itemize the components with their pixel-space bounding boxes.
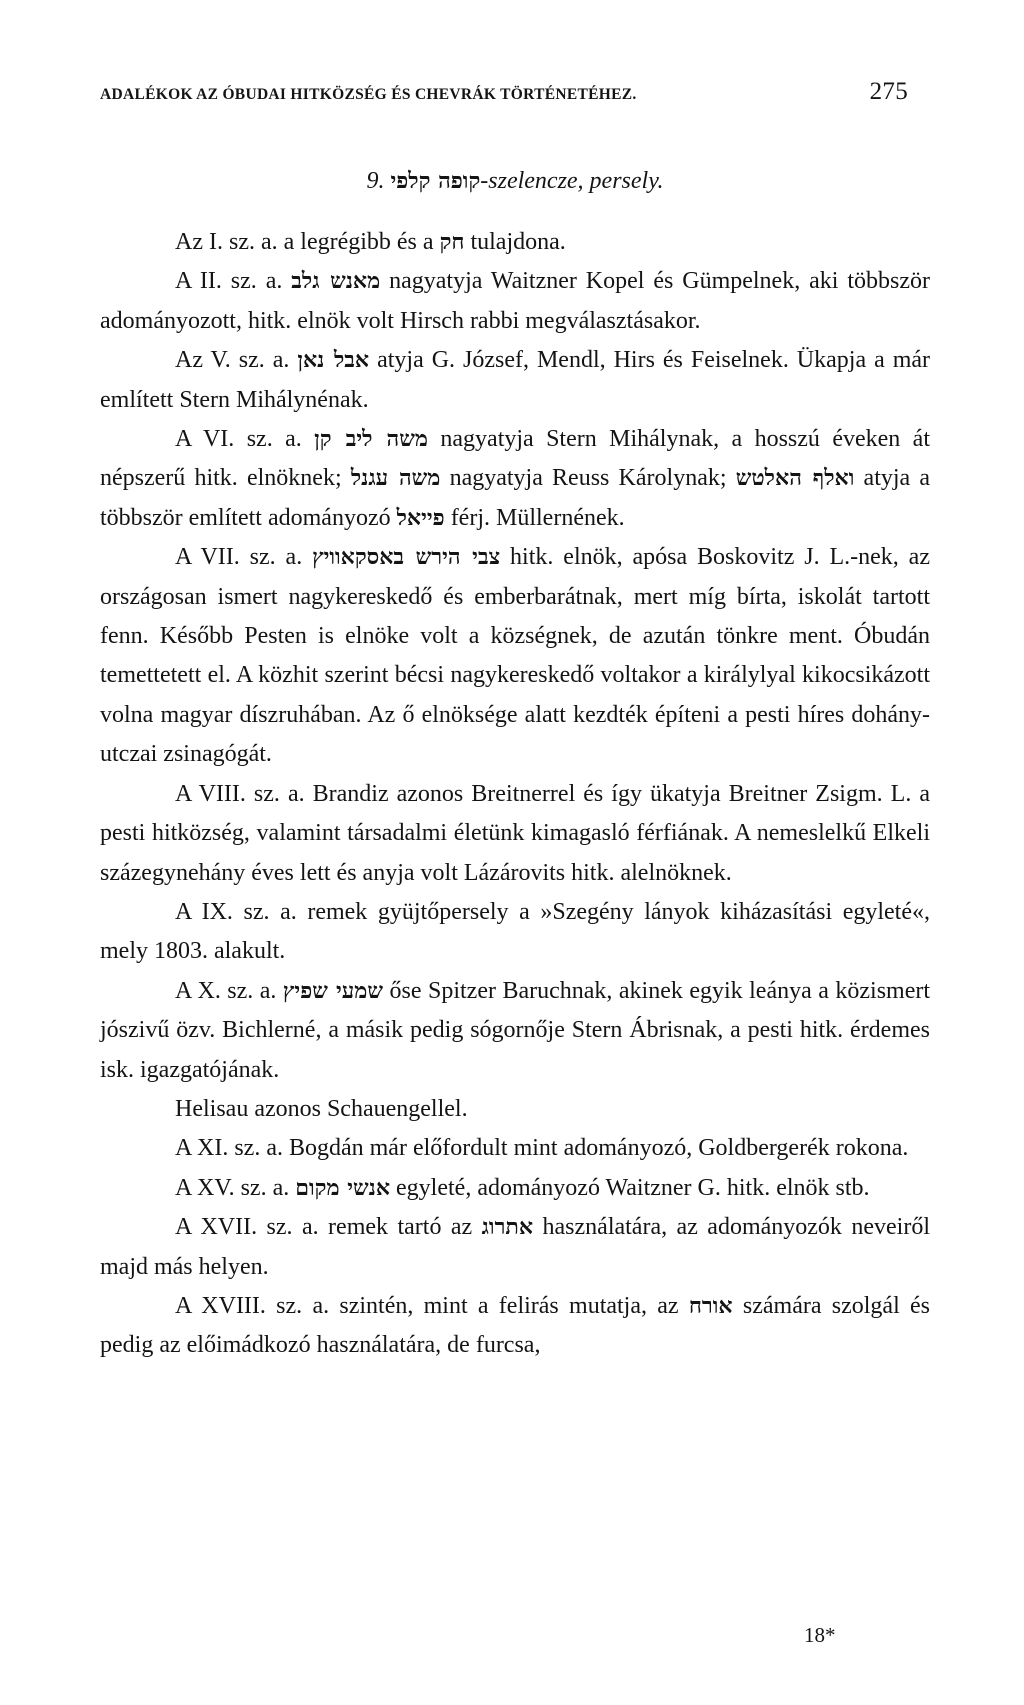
page-number: 275 — [869, 78, 908, 105]
running-title: ADALÉKOK AZ ÓBUDAI HITKÖZSÉG ÉS CHEVRÁK TÖRTÉNETÉHEZ. — [100, 86, 637, 103]
paragraph — [100, 972, 930, 1090]
section-title — [100, 168, 930, 195]
paragraph — [100, 1090, 930, 1129]
paragraph — [100, 341, 930, 420]
hebrew-name: משה ליב קן — [314, 426, 428, 453]
section-hebrew: קופה קלפי — [390, 168, 481, 194]
hebrew-name: מאנש גלב — [291, 268, 381, 295]
paragraph-text: hitk. elnök, apósa Boskovitz J. L.-nek, az országosan ismert nagykereskedő és emberbarátnak, mert míg bírta, iskolát tartott fenn. Később Pesten is elnöke volt a községnek, de azután tönkre ment. Óbudán temettetett el. A közhit szerint bécsi nagykereskedő voltakor a királylyal kikocsikázott volna magyar díszruhában. Az ő elnöksége alatt kezdték építeni a pesti híres dohány-utczai zsinagógát. — [100, 544, 930, 768]
paragraph-text: atyja a többször említett adományozó — [100, 465, 931, 531]
paragraph-text: A XV. sz. a. — [175, 1174, 296, 1201]
paragraph-text: őse Spitzer Baruchnak, akinek egyik leánya a közismert jószivű özv. Bichlerné, a másik pedig sógornője Stern Ábrisnak, a pesti hitk. érdemes isk. igazgatójának. — [100, 977, 931, 1083]
paragraph — [100, 538, 930, 774]
paragraph-text: férj. Müllernének. — [444, 504, 625, 531]
paragraph-text: Helisau azonos Schauengellel. — [175, 1095, 468, 1122]
section-title-text: -szelencze, persely. — [480, 168, 664, 194]
hebrew-name: אתרוג — [481, 1214, 534, 1241]
hebrew-name: אנשי מקום — [295, 1174, 391, 1201]
paragraph-text: A VIII. sz. a. Brandiz azonos Breitnerrel és így ükatyja Breitner Zsigm. L. a pesti hitközség, valamint társadalmi életünk kimagasló férfiának. A nemeslelkű Elkeli százegynehány éves lett és anyja volt Lázárovits hitk. alelnöknek. — [100, 780, 930, 886]
paragraph — [100, 893, 930, 972]
paragraph-text: A IX. sz. a. remek gyüjtőpersely a »Szegény lányok kiházasítási egyleté«, mely 1803. alakult. — [100, 898, 930, 965]
paragraph-text: A VII. sz. a. — [175, 544, 313, 571]
paragraph-text: A X. sz. a. — [175, 977, 283, 1004]
hebrew-name: צבי הירש באסקאוויץ — [312, 544, 501, 571]
paragraph — [100, 1208, 930, 1287]
paragraph-text: nagyatyja Reuss Károlynak; — [440, 465, 736, 492]
hebrew-name: שמעי שפיץ — [282, 977, 384, 1004]
paragraph — [100, 1129, 930, 1168]
body-text — [100, 223, 930, 1366]
paragraph-text: nagyatyja Stern Mihálynak, a hosszú éveken át népszerű hitk. elnöknek; — [100, 426, 931, 492]
signature-mark: 18* — [804, 1623, 836, 1647]
running-head — [100, 78, 930, 106]
paragraph-text: A XVII. sz. a. remek tartó az — [175, 1214, 482, 1241]
paragraph-text: tulajdona. — [464, 229, 566, 255]
paragraph-text: A II. sz. a. — [175, 268, 292, 295]
paragraph — [100, 1169, 930, 1208]
hebrew-name: פייאל — [396, 504, 445, 531]
paragraph — [100, 1287, 930, 1366]
hebrew-name: משה עגנל — [350, 465, 441, 492]
paragraph-text: használatára, az adományozók neveiről majd más helyen. — [100, 1214, 930, 1280]
paragraph-text: A XVIII. sz. a. szintén, mint a felirás mutatja, az — [175, 1292, 689, 1319]
section-number: 9. — [366, 168, 385, 194]
paragraph — [100, 775, 930, 893]
paragraph-text: A VI. sz. a. — [175, 426, 315, 453]
paragraph-text: A XI. sz. a. Bogdán már előfordult mint adományozó, Goldbergerék rokona. — [175, 1135, 909, 1162]
hebrew-name: אורח — [688, 1292, 733, 1319]
paragraph-text: atyja G. József, Mendl, Hirs és Feiselnek. Ükapja a már említett Stern Mihálynénak. — [100, 347, 931, 413]
paragraph-text: nagyatyja Waitzner Kopel és Gümpelnek, aki többször adományozott, hitk. elnök volt Hirsch rabbi megválasztásakor. — [100, 268, 930, 334]
paragraph — [100, 262, 930, 341]
paragraph — [100, 420, 930, 538]
paragraph-text: számára szolgál és pedig az előimádkozó használatára, de furcsa, — [100, 1292, 930, 1359]
paragraph-text: Az I. sz. a. a legrégibb és a — [175, 229, 440, 255]
paragraph-text: egyleté, adományozó Waitzner G. hitk. elnök stb. — [390, 1174, 870, 1201]
hebrew-name: ואלף האלטש — [735, 465, 855, 492]
paragraph-text: Az V. sz. a. — [175, 347, 298, 374]
hebrew-name: חק — [439, 229, 465, 255]
page — [100, 78, 930, 1366]
paragraph — [100, 223, 930, 262]
hebrew-name: אבל נאן — [297, 347, 370, 374]
